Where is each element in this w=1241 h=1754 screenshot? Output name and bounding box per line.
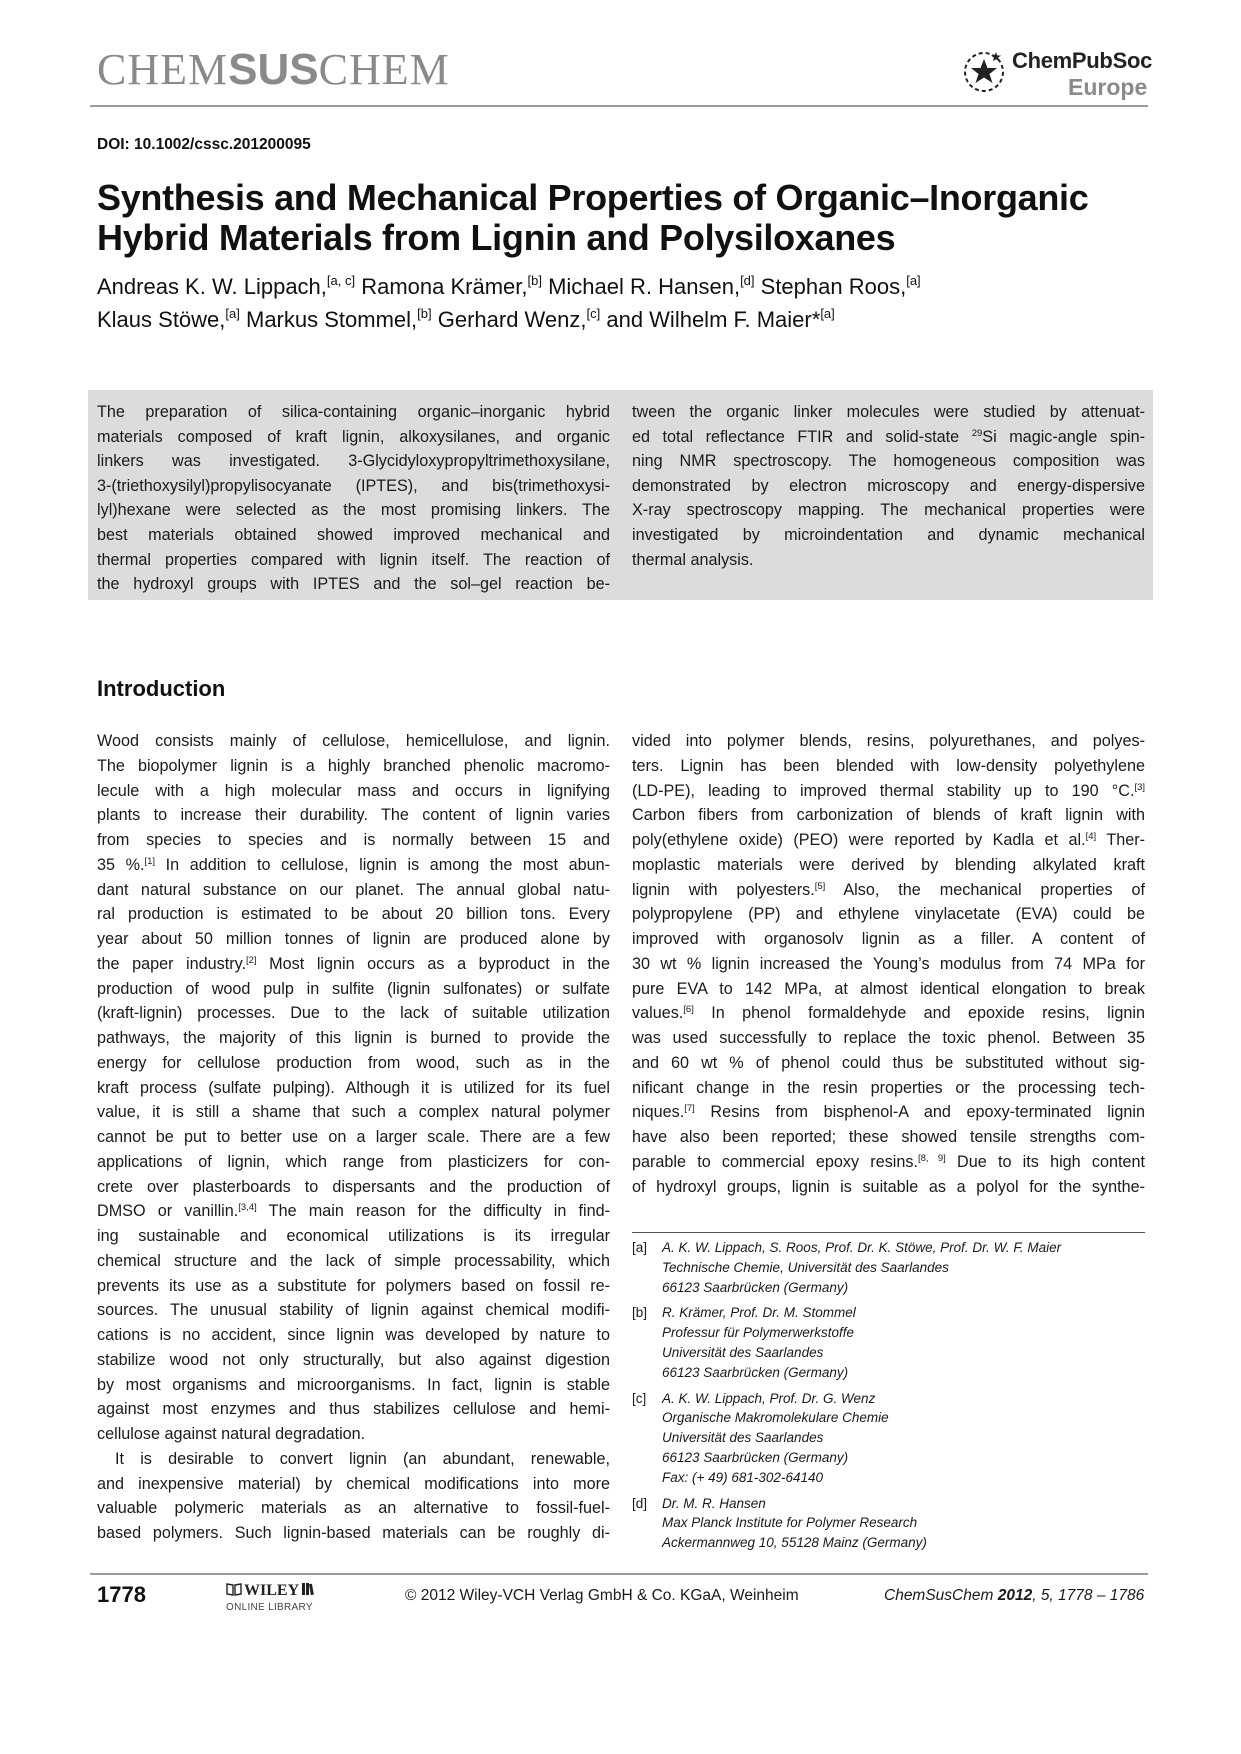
body-text: production of wood pulp in sulfite (lignin sulfonates) or sulfate [97,979,610,998]
abstract-text: ed total reflectance FTIR and solid-state [632,427,972,446]
body-text: niques. [632,1103,685,1122]
body-text: sources. The unusual stability of lignin against chemical modifi- [97,1301,610,1320]
footnote-line: Universität des Saarlandes [662,1430,824,1446]
publisher-logo [960,46,1160,102]
wiley-word: WILEY [244,1582,300,1599]
publisher-name: ChemPubSoc [1012,48,1153,73]
body-text: cannot be put to better use on a larger scale. There are a few [97,1128,610,1146]
body-text-line [97,754,610,779]
affiliation-mark: [a] [820,306,835,321]
body-text-line [632,729,1145,754]
citation-reference[interactable]: [4] [1085,831,1097,842]
body-text: nificant change in the resin properties or the processing tech- [632,1078,1145,1097]
wiley-book-icon [301,1582,315,1596]
affiliation-mark: [a, c] [326,273,356,288]
footnote [632,1238,1145,1297]
body-text-line [97,1100,610,1125]
body-text: pathways, the majority of this lignin is burned to provide the [97,1029,610,1047]
body-text-line [97,1348,610,1373]
footnote-key: [d] [632,1495,648,1511]
footer-rule [90,1573,1148,1575]
body-text: ral production is estimated to be about 20 billion tons. Every [97,905,610,924]
footnote-key: [c] [632,1390,647,1406]
footnote-line: 66123 Saarbrücken (Germany) [662,1364,849,1380]
footnote-line: A. K. W. Lippach, S. Roos, Prof. Dr. K. Stöwe, Prof. Dr. W. F. Maier [662,1240,1062,1255]
body-text: of hydroxyl groups, lignin is suitable as a polyol for the synthe- [632,1177,1145,1196]
author: and Wilhelm F. Maier* [600,307,821,332]
body-text: In addition to cellulose, lignin is among the most abun- [155,855,610,874]
body-text: applications of lignin, which range from plasticizers for con- [97,1152,610,1171]
body-text-line [97,1472,610,1497]
body-text-line [97,878,610,903]
body-text-line [97,952,610,977]
footnote-line: Dr. M. R. Hansen [662,1495,766,1511]
body-text-line [97,1422,610,1447]
abstract-line: investigated by microindentation and dynamic mechanical [632,525,1145,544]
abstract-line: best materials obtained showed improved mechanical and [97,525,610,544]
body-text-line [632,1150,1145,1175]
body-text: value, it is still a shame that such a complex natural polymer [97,1103,610,1122]
affiliation-footnotes [632,1238,1145,1559]
author-list [97,270,1157,336]
abstract-line [632,425,1145,450]
body-text: dant natural substance on our planet. The annual global natu- [97,880,610,899]
citation-year: 2012 [997,1587,1033,1604]
body-text-line [97,902,610,927]
footnote-line: Universität des Saarlandes [662,1344,824,1360]
body-text-line [632,754,1145,779]
body-text-line [632,853,1145,878]
abstract-line: ning NMR spectroscopy. The homogeneous composition was [632,452,1145,471]
body-text: based polymers. Such lignin-based materials can be roughly di- [97,1524,610,1542]
journal-citation [884,1587,1144,1605]
journal-logo-part2: SUS [228,45,319,94]
body-text: and inexpensive material) by chemical modifications into more [97,1474,610,1493]
stars-logo-icon [960,48,1008,96]
body-text-line [97,1224,610,1249]
footnote [632,1389,1145,1488]
author: Ramona Krämer, [355,274,528,299]
body-text: and 60 wt % of phenol could thus be substituted without sig- [632,1053,1145,1072]
abstract-line: The preparation of silica-containing organic–inorganic hybrid [97,403,610,421]
body-text-line [632,1026,1145,1051]
abstract-line: materials composed of kraft lignin, alkoxysilanes, and organic [97,427,610,446]
citation-reference[interactable]: [3] [1134,781,1145,793]
body-text: from species to species and is normally between 15 and [97,831,610,849]
body-text: crete over plasterboards to dispersants and the production of [97,1177,610,1196]
body-text: have also been reported; these showed tensile strengths com- [632,1128,1145,1146]
body-text-line [97,1001,610,1026]
title-line: Hybrid Materials from Lignin and Polysiloxanes [97,217,896,258]
body-text: prevents its use as a substitute for polymers based on fossil re- [97,1276,610,1295]
title-line: Synthesis and Mechanical Properties of Organic–Inorganic [97,177,1089,218]
page-number: 1778 [97,1582,146,1607]
section-heading-introduction: Introduction [97,676,226,701]
body-text: In phenol formaldehyde and epoxide resins, lignin [693,1004,1145,1023]
body-text-line [632,1100,1145,1125]
body-text-line [632,803,1145,828]
body-text-line [97,1373,610,1398]
abstract-line: 3-(triethoxysilyl)propylisocyanate (IPTES), and bis(trimethoxysi- [97,476,610,495]
body-text: parable to commercial epoxy resins. [632,1152,918,1171]
body-text-line [97,1496,610,1521]
body-text: ing sustainable and economical utilizations is its irregular [97,1227,610,1245]
journal-logo [97,45,450,94]
author: Markus Stommel, [239,307,418,332]
body-text: The main reason for the difficulty in find- [256,1202,611,1221]
footnote-line: Ackermannweg 10, 55128 Mainz (Germany) [662,1535,927,1551]
footnote [632,1303,1145,1382]
body-text: (kraft-lignin) processes. Due to the lack of suitable utilization [97,1004,610,1023]
footnote-lines [662,1238,1145,1297]
body-text-line [97,1076,610,1101]
abstract-text: Si magic-angle spin- [982,427,1145,446]
body-text: Most lignin occurs as a byproduct in the [256,954,611,973]
author-line [97,303,1157,336]
body-text-line [97,1125,610,1150]
abstract-line: thermal properties compared with lignin itself. The reaction of [97,550,610,569]
body-text-line [632,1076,1145,1101]
affiliation-mark: [c] [586,306,601,321]
citation-reference[interactable]: [6] [683,1004,694,1016]
body-text-line [632,902,1145,927]
abstract-line: tween the organic linker molecules were studied by attenuat- [632,403,1145,421]
body-text: chemical structure and the lack of simple processability, which [97,1251,610,1270]
body-text: the paper industry. [97,954,247,973]
body-text-line [97,1274,610,1299]
abstract-line: linkers was investigated. 3-Glycidyloxypropyltrimethoxysilane, [97,452,610,471]
body-text-line [97,1447,610,1472]
body-text-line [632,878,1145,903]
author: Klaus Stöwe, [97,307,226,332]
body-text-line [97,927,610,952]
citation-reference[interactable]: [5] [814,880,826,892]
wiley-logo-text [226,1582,315,1600]
abstract-line: demonstrated by electron microscopy and energy-dispersive [632,476,1145,495]
citation-reference[interactable]: [3,4] [238,1202,257,1214]
body-text-line [632,1001,1145,1026]
body-text: kraft process (sulfate pulping). Although it is utilized for its fuel [97,1078,610,1097]
affiliation-mark: [b] [417,306,432,321]
body-text-line [97,1397,610,1422]
body-text: 35 %. [97,855,145,874]
body-text-line [632,779,1145,804]
body-text-line [97,977,610,1002]
body-text: pure EVA to 142 MPa, at almost identical elongation to break [632,979,1145,998]
author: Gerhard Wenz, [431,307,587,332]
body-text: Carbon fibers from carbonization of blends of kraft lignin with [632,806,1145,825]
body-text-line [632,1125,1145,1150]
body-text: DMSO or vanillin. [97,1202,239,1221]
author: Michael R. Hansen, [541,274,741,299]
footnote-line: 66123 Saarbrücken (Germany) [662,1279,849,1295]
body-text-line [632,1051,1145,1076]
body-text-line [97,1026,610,1051]
abstract-line: thermal analysis. [632,550,754,569]
affiliation-mark: [d] [740,273,755,288]
citation-reference[interactable]: [2] [246,954,257,966]
body-right-column [632,729,1145,1199]
body-text: by most organisms and microorganisms. In fact, lignin is stable [97,1375,610,1394]
body-text-line [97,1298,610,1323]
body-text: 30 wt % lignin increased the Young’s modulus from 74 MPa for [632,954,1145,973]
body-left-column [97,729,610,1546]
isotope-superscript: 29 [971,427,983,439]
citation-volume-pages: , 5, 1778 – 1786 [1032,1587,1145,1604]
body-text: cations is no accident, since lignin was developed by nature to [97,1326,610,1344]
body-text: Wood consists mainly of cellulose, hemicellulose, and lignin. [97,732,610,750]
body-text-line [97,729,610,754]
footnote-line: Fax: (+ 49) 681-302-64140 [662,1469,823,1485]
footnote-line: Max Planck Institute for Polymer Research [662,1515,918,1531]
body-text: (LD-PE), leading to improved thermal stability up to 190 °C. [632,781,1135,800]
body-text: ters. Lignin has been blended with low-density polyethylene [632,756,1145,775]
footnote-key: [b] [632,1305,648,1321]
footnote-line: Organische Makromolekulare Chemie [662,1410,889,1426]
body-text-line [97,1249,610,1274]
affiliation-mark: [b] [527,273,542,288]
journal-logo-part3: CHEM [318,45,450,94]
wiley-online-library-logo[interactable] [226,1582,336,1618]
author: Stephan Roos, [754,274,907,299]
citation-reference[interactable]: [7] [684,1103,695,1115]
wiley-book-icon [226,1582,242,1596]
body-text: Ther- [1096,831,1145,849]
body-text: against most enzymes and thus stabilizes cellulose and hemi- [97,1400,610,1419]
body-text-line [97,1199,610,1224]
footnote-line: A. K. W. Lippach, Prof. Dr. G. Wenz [662,1390,876,1406]
footnote-rule [632,1232,1145,1233]
citation-reference[interactable]: [8, 9] [917,1152,946,1164]
body-text: lignin with polyesters. [632,880,815,899]
body-text: was used successfully to replace the toxic phenol. Between 35 [632,1029,1145,1047]
author-line [97,270,1157,303]
footnote-lines [662,1303,1145,1382]
footnote-lines [662,1494,1145,1553]
body-text: poly(ethylene oxide) (PEO) were reported by Kadla et al. [632,831,1086,849]
body-text-line [97,828,610,853]
abstract-line: lyl)hexane were selected as the most promising linkers. The [97,501,610,520]
footnote [632,1494,1145,1553]
body-text-line [97,853,610,878]
body-text: lecule with a high molecular mass and occurs in lignifying [97,781,610,800]
body-text: It is desirable to convert lignin (an abundant, renewable, [115,1449,610,1468]
footnote-line: Professur für Polymerwerkstoffe [662,1325,855,1341]
journal-logo-part1: CHEM [97,45,229,94]
body-text-line [97,1175,610,1200]
body-text: year about 50 million tonnes of lignin are produced alone by [97,930,610,948]
citation-journal: ChemSusChem [884,1587,998,1604]
body-text-line [97,1521,610,1546]
footnote-lines [662,1389,1145,1488]
body-text: moplastic materials were derived by blending alkylated kraft [632,855,1145,874]
citation-reference[interactable]: [1] [144,855,156,867]
body-text-line [632,977,1145,1002]
footnote-line: 66123 Saarbrücken (Germany) [662,1449,849,1465]
body-text-line [97,1051,610,1076]
body-text-line [97,1323,610,1348]
body-text: valuable polymeric materials as an alternative to fossil-fuel- [97,1499,610,1518]
affiliation-mark: [a] [906,273,921,288]
body-text: vided into polymer blends, resins, polyurethanes, and polyes- [632,732,1145,750]
body-text-line [97,803,610,828]
body-text: plants to increase their durability. The content of lignin varies [97,806,610,825]
body-text-line [632,927,1145,952]
doi[interactable]: DOI: 10.1002/cssc.201200095 [97,136,311,153]
footnote-key: [a] [632,1240,648,1255]
body-text-line [97,1150,610,1175]
body-text: polypropylene (PP) and ethylene vinylacetate (EVA) could be [632,905,1145,924]
wiley-logo-subtext: ONLINE LIBRARY [226,1602,313,1613]
copyright: © 2012 Wiley-VCH Verlag GmbH & Co. KGaA, Weinheim [405,1587,799,1604]
footnote-line: R. Krämer, Prof. Dr. M. Stommel [662,1305,856,1321]
abstract-line: the hydroxyl groups with IPTES and the sol–gel reaction be- [97,575,610,594]
footnote-line: Technische Chemie, Universität des Saarlandes [662,1259,949,1275]
body-text: improved with organosolv lignin as a filler. A content of [632,930,1145,948]
body-text-line [632,1175,1145,1200]
body-text-line [632,828,1145,853]
header-rule [90,105,1148,107]
body-text: values. [632,1004,684,1023]
body-text: Due to its high content [945,1152,1145,1171]
body-text-line [97,779,610,804]
body-text: Also, the mechanical properties of [825,880,1145,899]
body-text: The biopolymer lignin is a highly branched phenolic macromo- [97,756,610,775]
body-text: energy for cellulose production from wood, such as in the [97,1053,610,1072]
abstract-left-column [97,400,610,597]
abstract-right-column [632,400,1145,572]
publisher-region: Europe [1068,74,1148,100]
affiliation-mark: [a] [225,306,240,321]
body-text: stabilize wood not only structurally, but also against digestion [97,1350,610,1369]
article-title [97,178,1157,258]
body-text-line [632,952,1145,977]
author: Andreas K. W. Lippach, [97,274,327,299]
abstract-line: X-ray spectroscopy mapping. The mechanical properties were [632,501,1145,520]
body-text: cellulose against natural degradation. [97,1425,366,1443]
body-text: Resins from bisphenol-A and epoxy-terminated lignin [694,1103,1145,1122]
